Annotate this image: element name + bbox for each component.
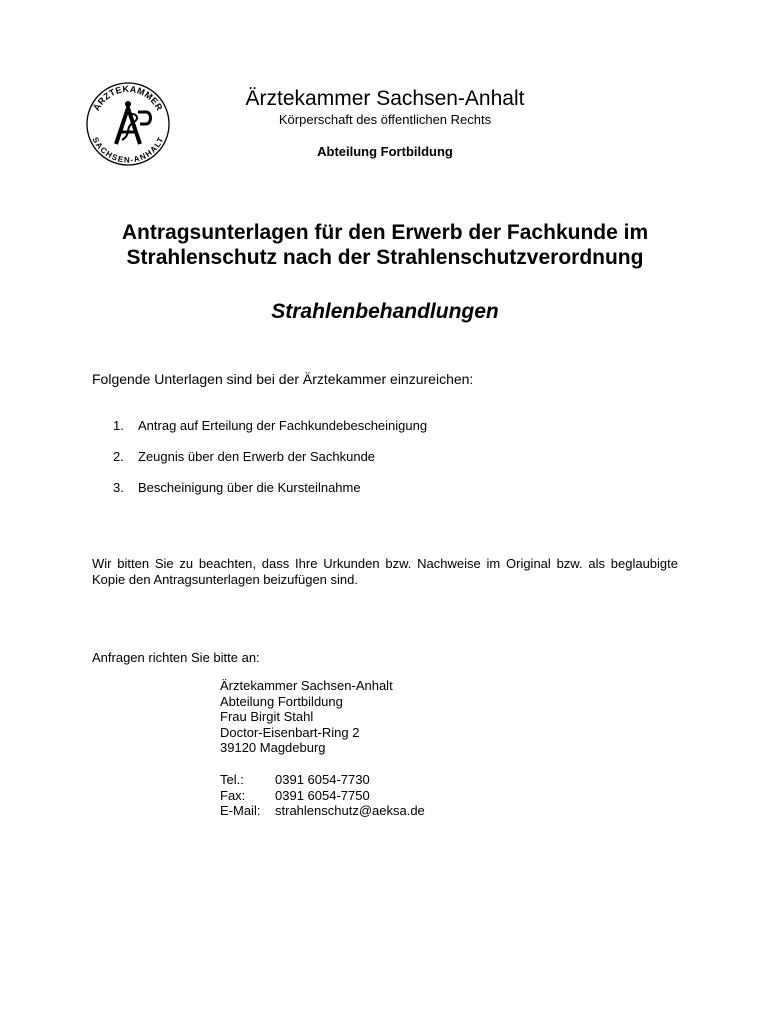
contact-details <box>220 772 425 819</box>
address-line: Doctor-Eisenbart-Ring 2 <box>220 724 360 740</box>
email-label: E-Mail: <box>220 803 261 818</box>
list-item <box>113 418 427 433</box>
organization-subtitle: Körperschaft des öffentlichen Rechts <box>278 112 492 127</box>
list-item-text: Zeugnis über den Erwerb der Sachkunde <box>138 449 376 464</box>
svg-text:SACHSEN-ANHALT: SACHSEN-ANHALT <box>90 135 166 165</box>
intro-text: Folgende Unterlagen sind bei der Ärztekammer einzureichen: <box>92 371 474 387</box>
contact-address <box>220 678 393 756</box>
organization-name: Ärztekammer Sachsen-Anhalt <box>245 87 525 110</box>
document-title <box>0 220 770 270</box>
department-name: Abteilung Fortbildung <box>317 144 453 159</box>
list-item <box>113 480 361 495</box>
contact-intro: Anfragen richten Sie bitte an: <box>92 650 260 665</box>
notice-paragraph: Wir bitten Sie zu beachten, dass Ihre Urkunden bzw. Nachweise im Original bzw. als beglaubigte Kopie den Antragsunterlagen beizufügen sind. <box>92 556 678 587</box>
svg-text:ÄRZTEKAMMER: ÄRZTEKAMMER <box>91 83 165 113</box>
address-line: Abteilung Fortbildung <box>220 693 343 709</box>
fax-number: 0391 6054-7750 <box>275 787 370 803</box>
phone-row <box>220 772 425 788</box>
address-line: 39120 Magdeburg <box>220 740 326 755</box>
list-item-text: Antrag auf Erteilung der Fachkundebescheinigung <box>138 418 428 433</box>
email-address[interactable]: strahlenschutz@aeksa.de <box>275 803 425 818</box>
list-item-number: 3. <box>113 480 124 495</box>
list-item-text: Bescheinigung über die Kursteilnahme <box>138 480 361 495</box>
list-item <box>113 449 375 464</box>
address-line: Frau Birgit Stahl <box>220 709 314 724</box>
fax-label: Fax: <box>220 787 246 803</box>
phone-label: Tel.: <box>220 772 244 787</box>
phone-number: 0391 6054-7730 <box>275 772 370 787</box>
address-line: Ärztekammer Sachsen-Anhalt <box>220 678 393 693</box>
list-item-number: 2. <box>113 449 124 464</box>
list-item-number: 1. <box>113 418 124 433</box>
title-line-1: Antragsunterlagen für den Erwerb der Fachkunde im <box>121 221 649 244</box>
email-row <box>220 803 425 819</box>
document-subtitle: Strahlenbehandlungen <box>271 300 499 323</box>
title-line-2: Strahlenschutz nach der Strahlenschutzverordnung <box>126 246 644 269</box>
fax-row <box>220 788 425 804</box>
